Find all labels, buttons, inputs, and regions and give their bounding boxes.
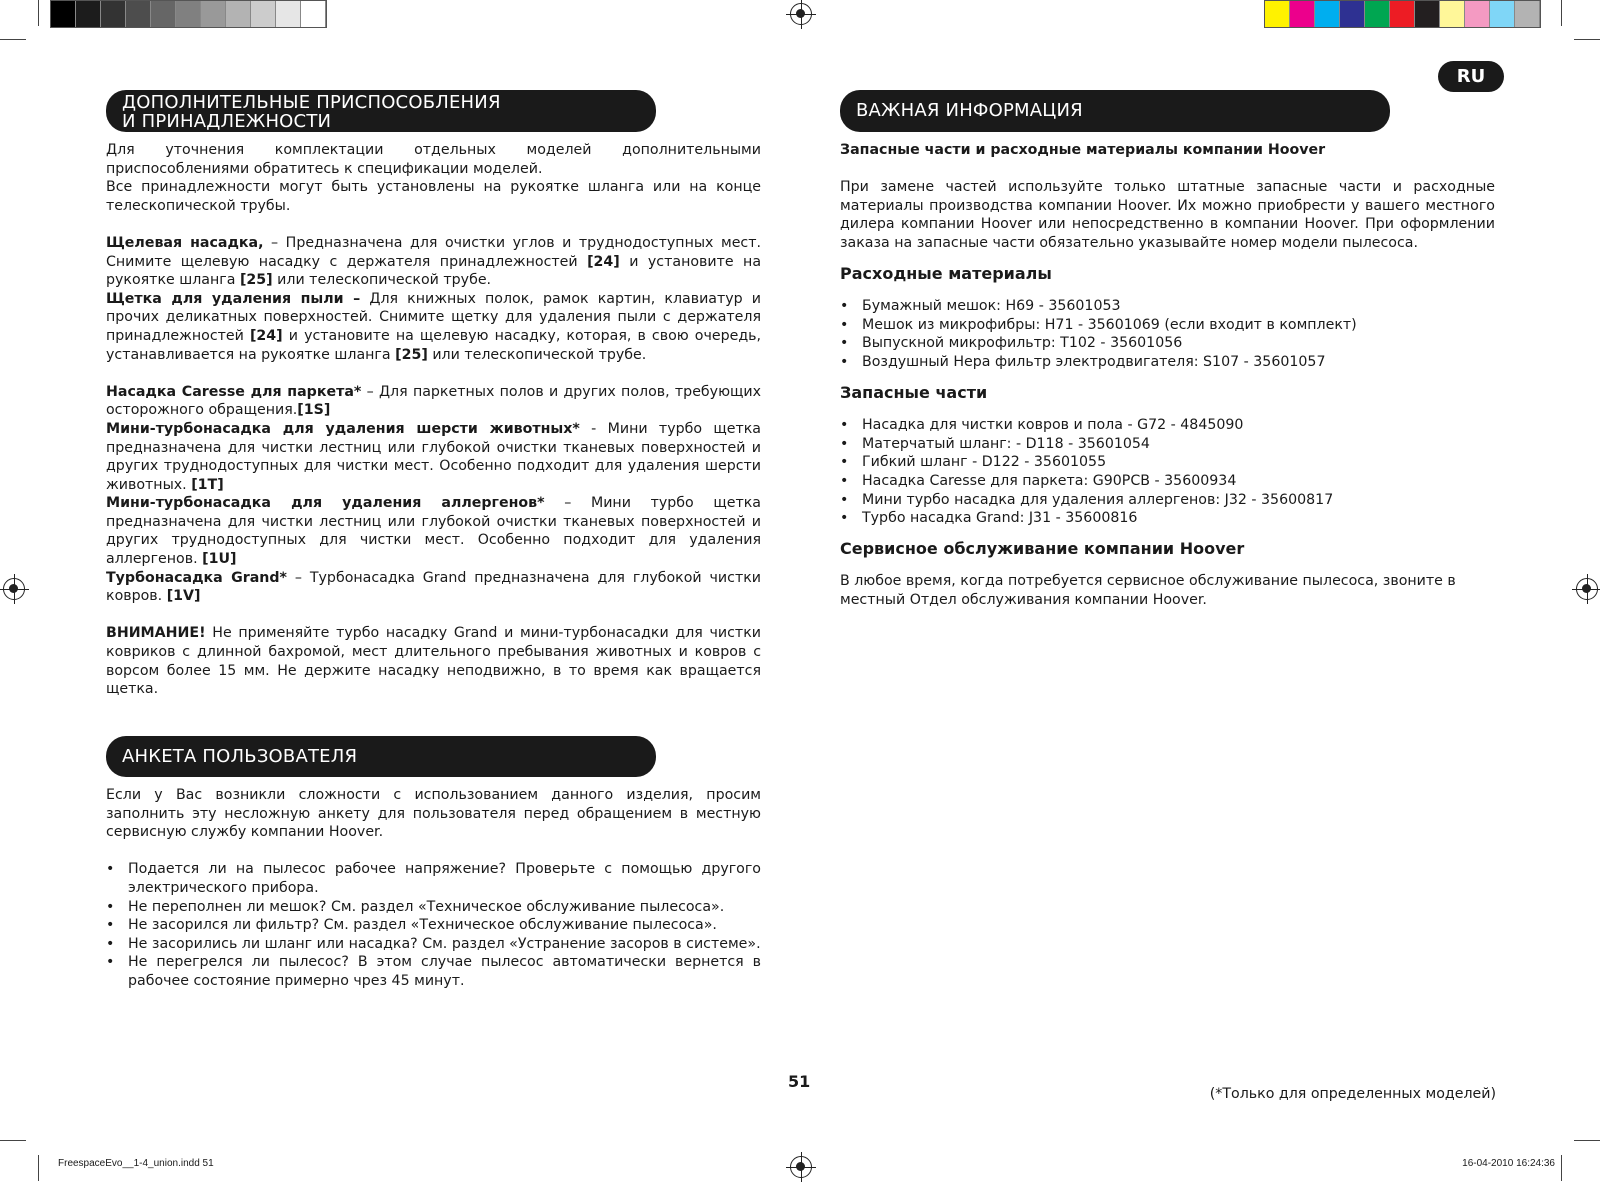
crop-mark bbox=[0, 1140, 26, 1141]
crop-mark bbox=[1574, 39, 1600, 40]
crop-mark bbox=[1561, 1155, 1562, 1181]
crevice-tool-title: Щелевая насадка, bbox=[106, 234, 264, 251]
survey-checklist bbox=[106, 860, 761, 990]
allergy-turbo-title: Мини-турбонасадка для удаления аллергенов* bbox=[106, 495, 545, 512]
registration-mark-icon bbox=[1576, 578, 1598, 600]
list-item: • Мини турбо насадка для удаления аллергенов: J32 - 35600817 bbox=[840, 491, 1495, 510]
color-swatch bbox=[1290, 1, 1315, 27]
crop-mark bbox=[38, 1155, 39, 1181]
list-item: • Насадка для чистки ковров и пола - G72 - 4845090 bbox=[840, 416, 1495, 435]
crop-mark bbox=[1561, 0, 1562, 26]
list-item: • Матерчатый шланг: - D118 - 35601054 bbox=[840, 435, 1495, 454]
pet-turbo-text: - Мини турбо щетка предназначена для чистки лестниц или глубокой очистки тканевых поверхностей и других труднодоступных для чистки мест. Особенно подходит для удаления шерсти животных. bbox=[106, 420, 761, 493]
part-ref: [25] bbox=[239, 272, 273, 289]
dusting-brush-text: и установите на щелевую насадку, которая, в свою очередь, устанавливается на рукоятке шланга bbox=[106, 327, 762, 363]
allergy-turbo-paragraph bbox=[106, 494, 761, 568]
accessories-heading bbox=[106, 90, 656, 132]
crevice-tool-text: и установите на рукоятке шланга bbox=[106, 253, 762, 289]
list-item: • Воздушный Hepa фильтр электродвигателя: S107 - 35601057 bbox=[840, 353, 1495, 372]
grand-turbo-title: Турбонасадка Grand* bbox=[106, 569, 287, 586]
color-swatch bbox=[1340, 1, 1365, 27]
color-swatch bbox=[1490, 1, 1515, 27]
gray-swatch bbox=[201, 1, 226, 27]
gray-swatch bbox=[151, 1, 176, 27]
consumables-title: Расходные материалы bbox=[840, 263, 1052, 283]
process-color-bar bbox=[1264, 0, 1541, 28]
list-item: • Гибкий шланг - D122 - 35601055 bbox=[840, 453, 1495, 472]
spares-title: Запасные части bbox=[840, 382, 988, 402]
page-number: 51 bbox=[788, 1072, 811, 1091]
color-swatch bbox=[1440, 1, 1465, 27]
part-ref: [24] bbox=[249, 327, 283, 344]
accessories-heading-line1: ДОПОЛНИТЕЛЬНЫЕ ПРИСПОСОБЛЕНИЯ bbox=[122, 92, 501, 113]
accessories-intro-1: Для уточнения комплектации отдельных моделей дополнительными приспособлениями обратитесь к спецификации моделей. bbox=[106, 142, 761, 177]
crop-mark bbox=[0, 39, 26, 40]
pet-turbo-paragraph bbox=[106, 420, 761, 494]
survey-body bbox=[106, 786, 761, 991]
list-item: • Бумажный мешок: H69 - 35601053 bbox=[840, 297, 1495, 316]
warning-paragraph bbox=[106, 624, 761, 698]
gray-swatch bbox=[76, 1, 101, 27]
file-slug: FreespaceEvo__1-4_union.indd 51 bbox=[58, 1158, 214, 1169]
list-item: • Не засорился ли фильтр? См. раздел «Техническое обслуживание пылесоса». bbox=[106, 916, 761, 935]
dusting-brush-paragraph bbox=[106, 290, 761, 364]
color-swatch bbox=[1515, 1, 1540, 27]
dusting-brush-text: Для книжных полок, рамок картин, клавиатур и прочих деликатных поверхностей. Снимите щетку для удаления пыли с держателя принадлежностей bbox=[106, 290, 762, 344]
gray-swatch bbox=[51, 1, 76, 27]
list-item: • Не перегрелся ли пылесос? В этом случае пылесос автоматически вернется в рабочее состояние примерно чрез 45 минут. bbox=[106, 953, 761, 990]
crevice-tool-paragraph bbox=[106, 234, 761, 290]
gray-swatch bbox=[101, 1, 126, 27]
crevice-tool-text: или телескопической трубе. bbox=[272, 272, 492, 289]
part-ref: [1V] bbox=[166, 588, 201, 605]
caresse-paragraph bbox=[106, 383, 761, 420]
part-ref: [1S] bbox=[297, 402, 331, 419]
part-ref: [25] bbox=[395, 346, 428, 363]
date-slug: 16-04-2010 16:24:36 bbox=[1462, 1158, 1555, 1169]
accessories-heading-line2: И ПРИНАДЛЕЖНОСТИ bbox=[122, 111, 332, 132]
caresse-text: – Для паркетных полов и других полов, требующих осторожного обращения. bbox=[106, 383, 761, 419]
list-item: • Турбо насадка Grand: J31 - 35600816 bbox=[840, 509, 1495, 528]
color-swatch bbox=[1265, 1, 1290, 27]
grand-turbo-paragraph bbox=[106, 569, 761, 606]
crop-mark bbox=[1574, 1140, 1600, 1141]
important-info-heading-text: ВАЖНАЯ ИНФОРМАЦИЯ bbox=[856, 100, 1083, 121]
gray-swatch bbox=[226, 1, 251, 27]
survey-intro: Если у Вас возникли сложности с использованием данного изделия, просим заполнить эту несложную анкету для пользователя перед обращением в местную сервисную службу компании Hoover. bbox=[106, 787, 761, 841]
parts-title: Запасные части и расходные материалы компании Hoover bbox=[840, 142, 1326, 158]
list-item: • Мешок из микрофибры: H71 - 35601069 (если входит в комплект) bbox=[840, 316, 1495, 335]
warning-text: Не применяйте турбо насадку Grand и мини-турбонасадки для чистки ковриков с длинной бахромой, мест длительного пребывания животных и ковров с ворсом более 15 мм. Не держите насадку неподвижно, в то время как вращается щетка. bbox=[106, 625, 761, 698]
important-info-heading bbox=[840, 90, 1390, 132]
footnote: (*Только для определенных моделей) bbox=[1209, 1086, 1496, 1102]
color-swatch bbox=[1465, 1, 1490, 27]
survey-heading bbox=[106, 736, 656, 777]
accessories-intro-2: Все принадлежности могут быть установлены на рукоятке шланга или на конце телескопической трубы. bbox=[106, 179, 761, 214]
language-badge: RU bbox=[1438, 61, 1504, 92]
parts-intro: При замене частей используйте только штатные запасные части и расходные материалы производства компании Hoover. Их можно приобрести у вашего местного дилера компании Hoover или непосредственно в компании Hoover. При оформлении заказа на запасные части обязательно указывайте номер модели пылесоса. bbox=[840, 179, 1495, 251]
color-swatch bbox=[1365, 1, 1390, 27]
dusting-brush-text: или телескопической трубе. bbox=[427, 346, 647, 363]
crevice-tool-text: – Предназначена для очистки углов и труднодоступных мест. Снимите щелевую насадку с держателя принадлежностей bbox=[106, 234, 761, 270]
list-item: • Не засорились ли шланг или насадка? См. раздел «Устранение засоров в системе». bbox=[106, 935, 761, 954]
allergy-turbo-text: – Мини турбо щетка предназначена для чистки лестниц или глубокой очистки тканевых поверхностей и других труднодоступных для чистки мест. Особенно подходит для удаления аллергенов. bbox=[106, 495, 761, 568]
gray-swatch bbox=[301, 1, 326, 27]
color-swatch bbox=[1390, 1, 1415, 27]
spares-list bbox=[840, 416, 1495, 528]
registration-mark-icon bbox=[790, 3, 812, 25]
registration-mark-icon bbox=[3, 578, 25, 600]
registration-mark-icon bbox=[790, 1156, 812, 1178]
service-text: В любое время, когда потребуется сервисное обслуживание пылесоса, звоните в местный Отдел обслуживания компании Hoover. bbox=[840, 573, 1456, 608]
list-item: • Насадка Caresse для паркета: G90PCB - 35600934 bbox=[840, 472, 1495, 491]
crop-mark bbox=[38, 0, 39, 26]
warning-title: ВНИМАНИЕ! bbox=[106, 625, 206, 642]
part-ref: [1U] bbox=[202, 551, 237, 568]
gray-swatch bbox=[126, 1, 151, 27]
color-swatch bbox=[1415, 1, 1440, 27]
list-item: • Не переполнен ли мешок? См. раздел «Техническое обслуживание пылесоса». bbox=[106, 898, 761, 917]
gray-color-bar bbox=[50, 0, 327, 28]
gray-swatch bbox=[251, 1, 276, 27]
list-item: • Выпускной микрофильтр: T102 - 35601056 bbox=[840, 334, 1495, 353]
grand-turbo-text: – Турбонасадка Grand предназначена для глубокой чистки ковров. bbox=[106, 569, 761, 605]
important-info-body bbox=[840, 141, 1495, 609]
caresse-title: Насадка Caresse для паркета* bbox=[106, 383, 362, 400]
part-ref: [1T] bbox=[191, 476, 224, 493]
survey-heading-text: АНКЕТА ПОЛЬЗОВАТЕЛЯ bbox=[122, 746, 358, 767]
pet-turbo-title: Мини-турбонасадка для удаления шерсти животных* bbox=[106, 420, 580, 437]
gray-swatch bbox=[276, 1, 301, 27]
gray-swatch bbox=[176, 1, 201, 27]
list-item: • Подается ли на пылесос рабочее напряжение? Проверьте с помощью другого электрического прибора. bbox=[106, 860, 761, 897]
consumables-list bbox=[840, 297, 1495, 371]
dusting-brush-title: Щетка для удаления пыли – bbox=[106, 290, 361, 307]
part-ref: [24] bbox=[587, 253, 620, 270]
service-title: Сервисное обслуживание компании Hoover bbox=[840, 538, 1245, 558]
accessories-body bbox=[106, 141, 761, 699]
color-swatch bbox=[1315, 1, 1340, 27]
